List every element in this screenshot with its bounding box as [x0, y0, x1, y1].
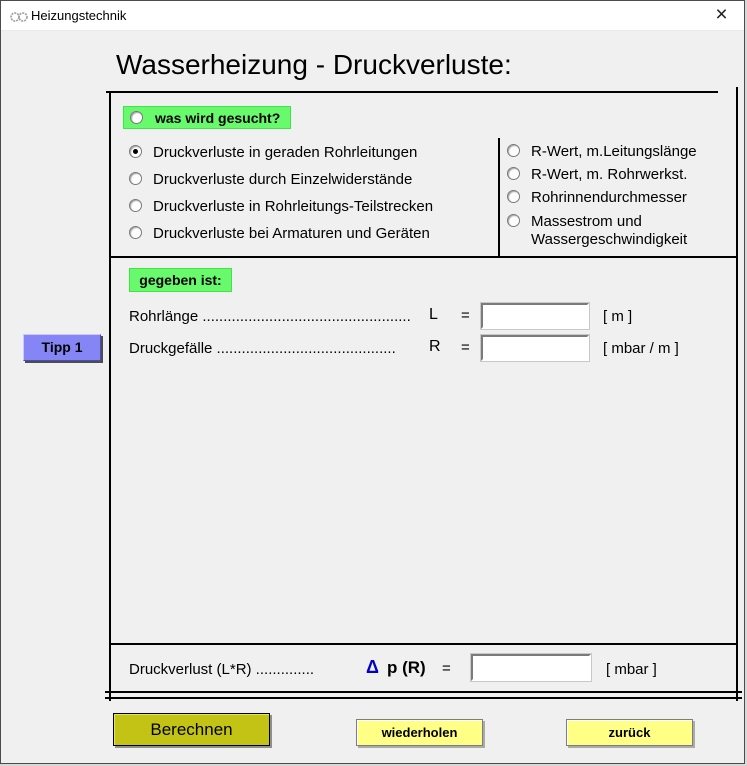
- heading-underline: [106, 91, 718, 93]
- given-row-druckgefaelle: [129, 335, 735, 363]
- window-title: Heizungstechnik: [31, 8, 127, 23]
- given-label: Druckgefälle ...........................................: [129, 340, 396, 357]
- search-section-label: was wird gesucht?: [155, 110, 281, 126]
- symbol-p-R: p (R): [387, 658, 426, 677]
- radio-label: Druckverluste in Rohrleitungs-Teilstrecken: [153, 198, 434, 215]
- radio-icon[interactable]: [129, 172, 142, 185]
- section-divider-result: [109, 643, 738, 645]
- equals-sign: =: [442, 660, 451, 677]
- radio-label: Druckverluste in geraden Rohrleitungen: [153, 144, 418, 161]
- page-title: Wasserheizung - Druckverluste:: [116, 49, 512, 80]
- given-section-header: gegeben ist:: [129, 268, 232, 292]
- section-divider-top: [109, 256, 738, 258]
- radio-label: Druckverluste durch Einzelwiderstände: [153, 171, 413, 188]
- radio-icon[interactable]: [507, 214, 520, 227]
- radio-label: Rohrinnendurchmesser: [531, 189, 687, 206]
- unit-label: [ mbar ]: [606, 661, 657, 678]
- frame-left-border: [109, 91, 111, 701]
- unit-label: [ m ]: [603, 308, 633, 325]
- radio-label: R-Wert, m.Leitungslänge: [531, 143, 697, 160]
- radio-icon[interactable]: [129, 199, 142, 212]
- bottom-double-line-1: [105, 691, 742, 693]
- rohrlaenge-input[interactable]: [481, 303, 589, 329]
- radio-column-divider: [498, 138, 500, 256]
- druckgefaelle-input[interactable]: [481, 335, 589, 361]
- berechnen-button[interactable]: Berechnen: [113, 713, 270, 746]
- symbol-R: R: [429, 338, 441, 355]
- unit-label: [ mbar / m ]: [603, 340, 679, 357]
- tipp1-button[interactable]: Tipp 1: [23, 334, 101, 361]
- radio-label: Druckverluste bei Armaturen und Geräten: [153, 225, 430, 242]
- result-row-druckverlust: [129, 653, 735, 683]
- druckverlust-result-input[interactable]: [471, 654, 591, 681]
- radio-icon[interactable]: [507, 144, 520, 157]
- equals-sign: =: [461, 307, 470, 324]
- delta-symbol: Δ: [366, 657, 379, 677]
- radio-icon[interactable]: [129, 226, 142, 239]
- wiederholen-button[interactable]: wiederholen: [356, 719, 483, 746]
- close-icon[interactable]: ×: [715, 3, 728, 26]
- given-label: Rohrlänge ..................................................: [129, 308, 411, 325]
- titlebar: [1, 1, 744, 31]
- search-section-header: [123, 106, 291, 129]
- radio-label: Massestrom und Wassergeschwindigkeit: [531, 213, 688, 248]
- bottom-double-line-2: [105, 697, 742, 699]
- radio-icon[interactable]: [129, 145, 142, 158]
- equals-sign: =: [461, 339, 470, 356]
- search-header-radio[interactable]: [130, 111, 143, 124]
- result-label: Druckverlust (L*R) ..............: [129, 661, 315, 678]
- radio-label: R-Wert, m. Rohrwerkst.: [531, 166, 688, 183]
- zurueck-button[interactable]: zurück: [566, 719, 693, 746]
- radio-icon[interactable]: [507, 190, 520, 203]
- frame-right-border: [736, 87, 738, 701]
- radio-icon[interactable]: [507, 167, 520, 180]
- gears-app-icon: [10, 10, 28, 22]
- symbol-L: L: [429, 306, 438, 323]
- given-row-rohrlaenge: [129, 303, 735, 331]
